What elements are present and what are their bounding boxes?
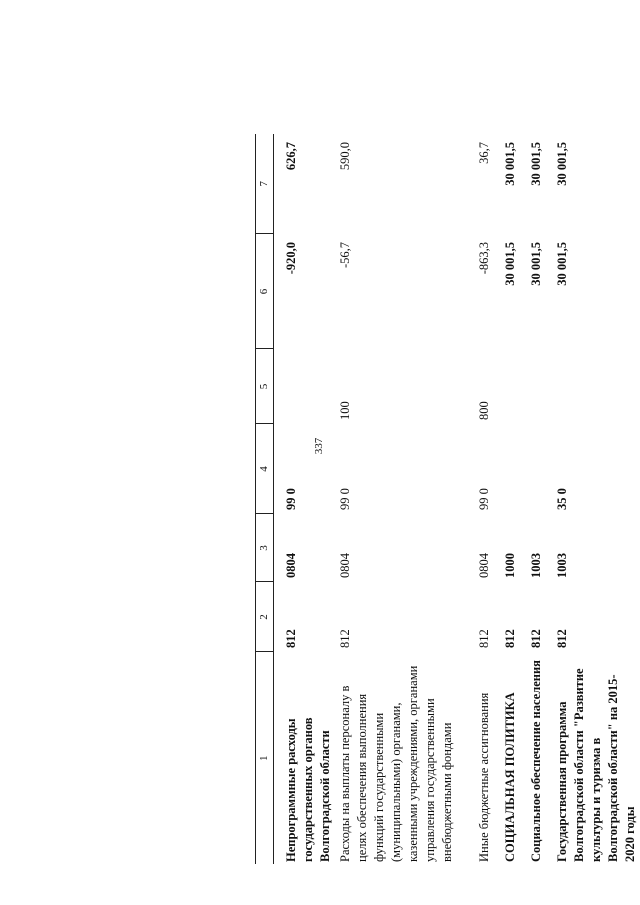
table-row: [334, 134, 456, 864]
change-amount: -863,3: [477, 242, 491, 275]
target-article: 99 0: [284, 488, 298, 510]
ministry-code: 812: [338, 629, 352, 648]
expense-type: [519, 349, 545, 424]
target-article: 35 0: [555, 488, 569, 510]
change-amount: 30 001,5: [503, 242, 517, 286]
table-row: [545, 134, 639, 864]
column-header: 7: [256, 134, 274, 234]
expense-type: 800: [477, 401, 491, 420]
section-code: 1000: [503, 553, 517, 578]
row-name: Расходы на выплаты персоналу в целях обеспечения выполнения функций государственными (муниципальными) органами, казенными учреждениями, органами управления государственными внебюджетными фондами: [338, 665, 454, 862]
total-amount: 36,7: [477, 142, 491, 164]
column-header: 6: [256, 234, 274, 349]
ministry-code: 812: [477, 629, 491, 648]
row-name: СОЦИАЛЬНАЯ ПОЛИТИКА: [503, 692, 517, 862]
change-amount: 30 001,5: [529, 242, 543, 286]
total-amount: 30 001,5: [529, 142, 543, 186]
change-amount: 30 001,5: [555, 242, 569, 286]
total-amount: 590,0: [338, 142, 352, 171]
column-header: 4: [256, 424, 274, 514]
section-code: 1003: [555, 553, 569, 578]
section-code: 1003: [529, 553, 543, 578]
target-article: 99 0: [477, 488, 491, 510]
table-row: [493, 134, 519, 864]
column-header: 5: [256, 349, 274, 424]
change-amount: -56,7: [338, 242, 352, 269]
expense-type: [545, 349, 639, 424]
ministry-code: 812: [555, 629, 569, 648]
ministry-code: 812: [529, 629, 543, 648]
row-name: Иные бюджетные ассигнования: [477, 692, 491, 862]
target-article: 99 0: [338, 488, 352, 510]
target-article: [493, 424, 519, 514]
row-name: Непрограммные расходы государственных органов Волгоградской области: [284, 717, 332, 862]
column-header: 3: [256, 514, 274, 582]
section-code: 0804: [477, 553, 491, 578]
expense-type: 100: [338, 401, 352, 420]
table-row: [274, 134, 335, 864]
table-row: [519, 134, 545, 864]
table-header-row: [256, 134, 274, 864]
budget-table: [255, 134, 639, 864]
target-article: [519, 424, 545, 514]
ministry-code: 812: [284, 629, 298, 648]
change-amount: -920,0: [284, 242, 298, 275]
total-amount: 626,7: [284, 142, 298, 171]
ministry-code: 812: [503, 629, 517, 648]
expense-type: [274, 349, 335, 424]
page-number: 337: [313, 437, 325, 455]
section-code: 0804: [284, 553, 298, 578]
row-name: Социальное обеспечение населения: [529, 660, 543, 862]
total-amount: 30 001,5: [555, 142, 569, 186]
column-header: 1: [256, 652, 274, 864]
expense-type: [493, 349, 519, 424]
rotated-page-content: [255, 134, 637, 864]
section-code: 0804: [338, 553, 352, 578]
row-name: Государственная программа Волгоградской области "Развитие культуры и туризма в Волгоградской области" на 2015-2020 годы: [555, 668, 637, 862]
table-row: [456, 134, 493, 864]
total-amount: 30 001,5: [503, 142, 517, 186]
column-header: 2: [256, 582, 274, 652]
